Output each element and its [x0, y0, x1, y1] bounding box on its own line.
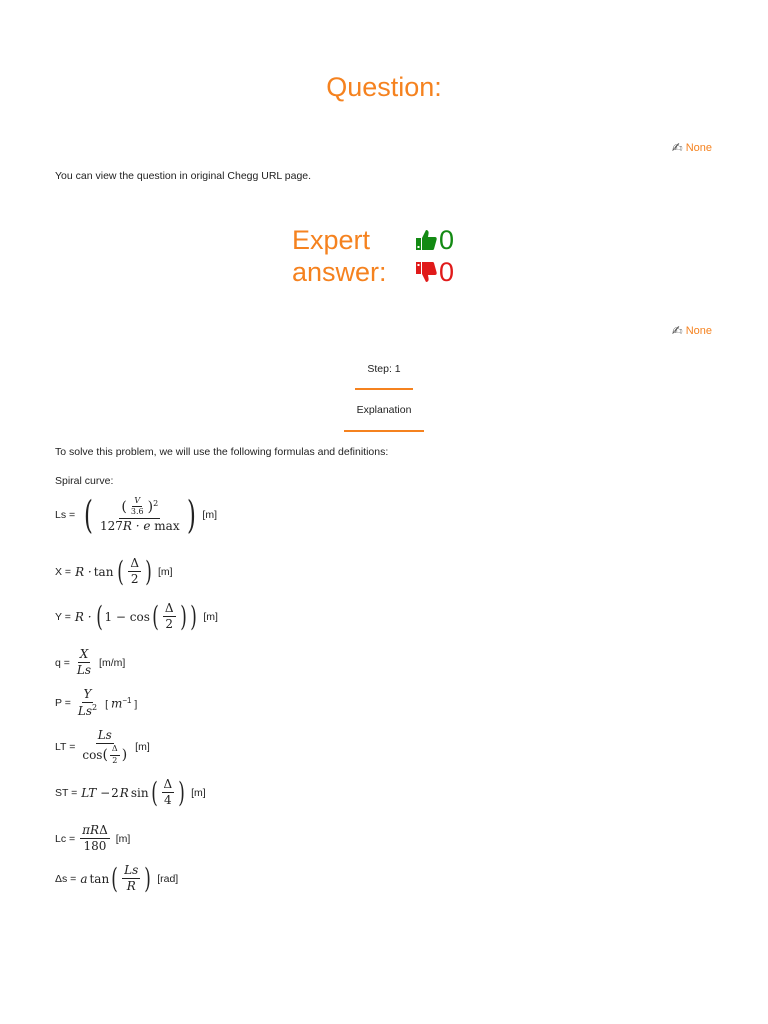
formula-unit: [m]	[135, 741, 150, 754]
formula-unit: [rad]	[157, 872, 179, 885]
formula-unit: [m]	[203, 610, 218, 623]
section-title: Spiral curve:	[55, 475, 114, 487]
formula-ls: Ls = ( ( $\frac{V}{3.6}$ )$^2$ 127R · e max ) [m]	[55, 493, 218, 537]
answer-author-label: None	[685, 325, 712, 337]
vote-panel	[414, 224, 454, 288]
formula-x: X = R · tan ( $\frac{\Delta}{2}$ ) [m]	[55, 554, 173, 588]
step-label: Step: 1	[367, 363, 401, 375]
step-divider	[355, 388, 413, 390]
formula-lt: LT = Ls cos( $\frac{\Delta}{2}$ ) [m]	[55, 728, 150, 765]
answer-heading-line1: Expert	[292, 225, 371, 255]
upvote-count: 0	[439, 225, 455, 255]
formula-lhs: Ls =	[55, 509, 76, 521]
pencil-icon: ✍	[671, 323, 683, 338]
thumbs-up-icon	[414, 228, 438, 252]
formula-lhs: Δs =	[55, 872, 77, 885]
formula-unit: [m]	[115, 832, 131, 845]
explanation-underline	[344, 430, 424, 432]
question-body: You can view the question in original Chegg URL page.	[55, 170, 312, 182]
thumbs-down-icon	[414, 260, 438, 284]
formula-q: q = $\frac{X}{Ls}$ [m/m]	[55, 647, 126, 678]
formula-lhs: Lc =	[55, 832, 76, 845]
formula-lc: Lc = $\frac{\text{πRΔ}}{180}$ [m]	[55, 823, 131, 854]
formula-lhs: Y =	[55, 610, 71, 623]
answer-heading	[292, 224, 387, 288]
formula-lhs: LT =	[55, 741, 76, 754]
question-heading: Question:	[326, 72, 442, 102]
formula-unit: [m]	[158, 565, 173, 578]
pencil-icon: ✍	[671, 140, 683, 155]
answer-heading-line2: answer:	[292, 257, 387, 287]
formula-lhs: q =	[55, 656, 70, 669]
formula-st: ST = LT − 2 R sin ( $\frac{\Delta}{4}$ ) [m]	[55, 775, 206, 809]
formula-unit: [m]	[202, 509, 218, 521]
formula-delta-s: Δs = a tan ( $\frac{Ls}{R}$ ) [rad]	[55, 861, 179, 895]
formula-p: P = $\frac{Y}{Ls^2}$ [ $m^{-1}$ ]	[55, 687, 138, 719]
downvote-button[interactable]	[414, 256, 454, 288]
intro-text: To solve this problem, we will use the following formulas and definitions:	[55, 446, 389, 458]
answer-author-link[interactable]	[672, 323, 712, 339]
formula-unit: [m]	[191, 786, 206, 799]
explanation-tab[interactable]: Explanation	[356, 404, 412, 416]
formula-y: Y = R · ( 1 − cos ( $\frac{\Delta}{2}$ ) ) [m]	[55, 599, 218, 633]
upvote-button[interactable]	[414, 224, 454, 256]
question-author-link[interactable]	[672, 140, 712, 156]
formula-unit: [m/m]	[99, 656, 126, 669]
downvote-count: 0	[439, 257, 455, 287]
formula-lhs: ST =	[55, 786, 78, 799]
question-author-label: None	[685, 142, 712, 154]
formula-lhs: X =	[55, 565, 72, 578]
formula-lhs: P =	[55, 697, 71, 710]
